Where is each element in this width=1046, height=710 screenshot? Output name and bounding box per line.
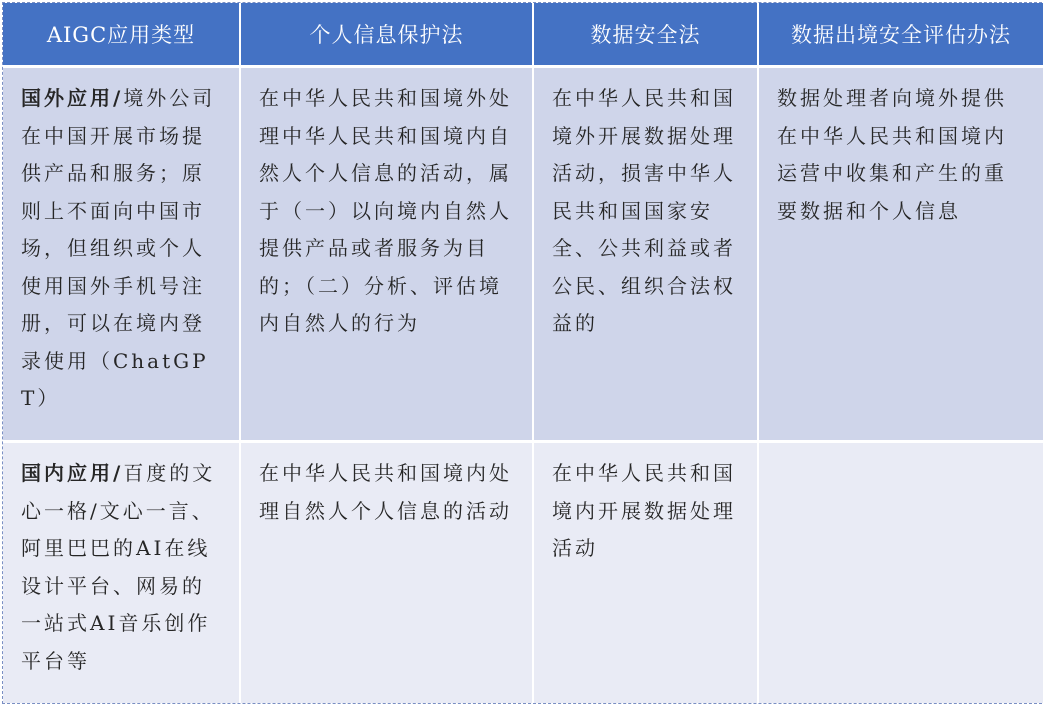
- header-pipl: 个人信息保护法: [240, 3, 533, 67]
- cell-foreign-type-label: 国外应用/: [21, 86, 124, 110]
- cell-foreign-pipl: 在中华人民共和国境外处理中华人民共和国境内自然人个人信息的活动，属于（一）以向境内自然人提供产品或者服务为目的；（二）分析、评估境内自然人的行为: [240, 67, 533, 442]
- header-row: [3, 3, 1043, 67]
- cell-foreign-type-text: 境外公司在中国开展市场提供产品和服务；原则上不面向中国市场，但组织或个人使用国外手机号注册，可以在境内登录使用（ChatGPT）: [21, 86, 216, 410]
- cell-domestic-export: [758, 442, 1043, 704]
- regulation-comparison-table: [2, 2, 1042, 704]
- header-data-export: 数据出境安全评估办法: [758, 3, 1043, 67]
- cell-foreign-export: 数据处理者向境外提供在中华人民共和国境内运营中收集和产生的重要数据和个人信息: [758, 67, 1043, 442]
- cell-foreign-type: [3, 67, 240, 442]
- cell-domestic-dsl: 在中华人民共和国境内开展数据处理活动: [533, 442, 758, 704]
- cell-domestic-type-label: 国内应用/: [21, 461, 124, 485]
- table-row-domestic-apps: [3, 442, 1043, 704]
- table-row-foreign-apps: [3, 67, 1043, 442]
- header-dsl: 数据安全法: [533, 3, 758, 67]
- cell-domestic-type: [3, 442, 240, 704]
- cell-domestic-type-text: 百度的文心一格/文心一言、阿里巴巴的AI在线设计平台、网易的一站式AI音乐创作平台等: [21, 461, 216, 673]
- header-aigc-type: AIGC应用类型: [3, 3, 240, 67]
- cell-foreign-dsl: 在中华人民共和国境外开展数据处理活动，损害中华人民共和国国家安全、公共利益或者公民、组织合法权益的: [533, 67, 758, 442]
- cell-domestic-pipl: 在中华人民共和国境内处理自然人个人信息的活动: [240, 442, 533, 704]
- comparison-table: [3, 3, 1043, 703]
